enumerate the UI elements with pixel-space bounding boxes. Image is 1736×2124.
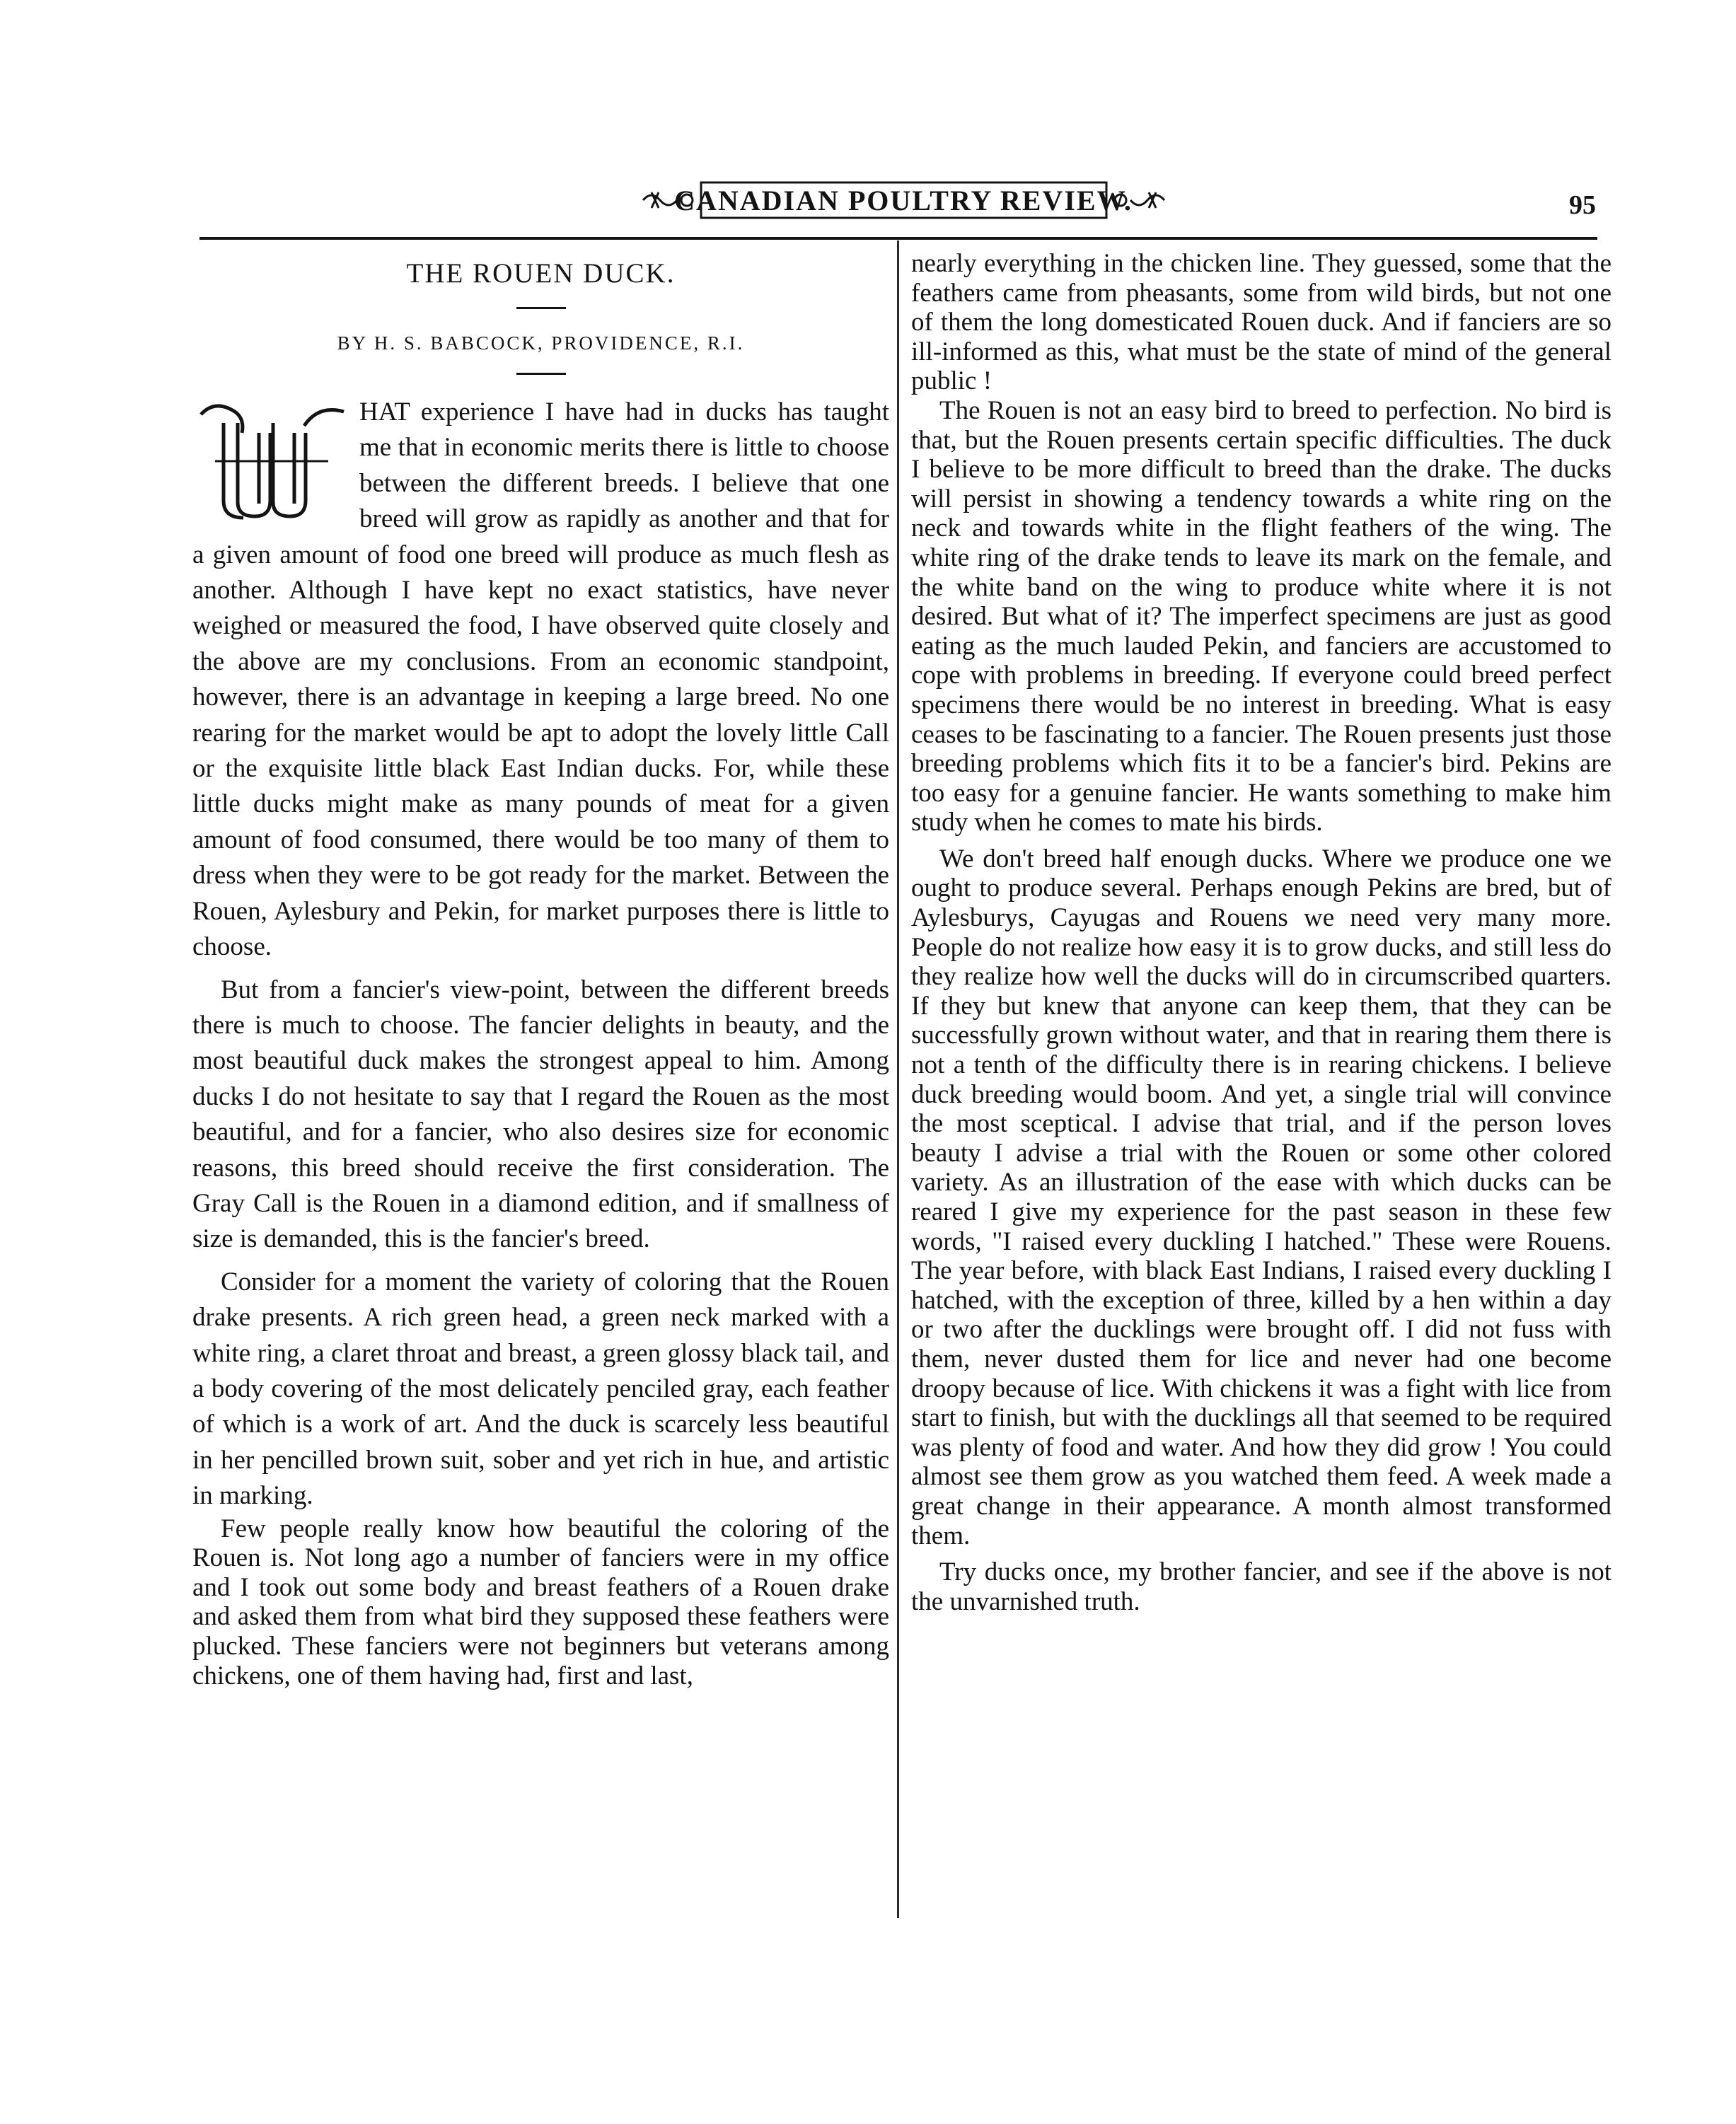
right-paragraph-1: nearly everything in the chicken line. They guessed, some that the feathers came from pheasants, some from wild birds, but not one of them the long domesticated Rouen duck. And if fanciers are so ill-informed as this, what must be the state of mind of the general public ! <box>911 249 1611 396</box>
drop-cap <box>195 397 349 522</box>
left-paragraph-2: But from a fancier's view-point, between the different breeds there is much to choose. The fancier delights in beauty, and the most beautiful duck makes the strongest appeal to him. Among ducks I do not hesitate to say that I regard the Rouen as the most beautiful, and for a fancier, who also desires size for economic reasons, this breed should receive the first consideration. The Gray Call is the Rouen in a diamond edition, and if smallness of size is demanded, this is the fancier's breed. <box>192 975 889 1254</box>
article-title: THE ROUEN DUCK. <box>406 258 676 289</box>
right-paragraph-4: Try ducks once, my brother fancier, and see if the above is not the unvarnished truth. <box>911 1557 1611 1616</box>
right-paragraph-3: We don't breed half enough ducks. Where we produce one we ought to produce several. Perhaps enough Pekins are bred, but of Aylesburys, Cayugas and Rouens we need very many more. People do not realize how easy it is to grow ducks, and still less do they realize how well the ducks will do in circumscribed quarters. If they but knew that anyone can keep them, that they can be successfully grown without water, and that in rearing them there is not a tenth of the difficulty there is in rearing chickens. I believe duck breeding would boom. And yet, a single trial will convince the most sceptical. I advise that trial, and if the person loves beauty I advise a trial with the Rouen or some other colored variety. As an illustration of the ease with which ducks can be reared I give my experience for the past season in these few words, "I raised every duckling I hatched." These were Rouens. The year before, with black East Indians, I raised every duckling I hatched, with the exception of three, killed by a hen within a day or two after the ducklings were brought off. I did not fuss with them, never dusted them for lice and never had one become droopy because of lice. With chickens it was a fight with lice from start to finish, but with the ducklings all that seemed to be required was plenty of food and water. And how they did grow ! You could almost see them grow as you watched them feed. A week made a great change in their appearance. A month almost transformed them. <box>911 844 1611 1550</box>
byline: BY H. S. BABCOCK, PROVIDENCE, R.I. <box>337 332 745 354</box>
left-paragraph-3: Consider for a moment the variety of coloring that the Rouen drake presents. A rich green head, a green neck marked with a white ring, a claret throat and breast, a green glossy black tail, and a body covering of the most delicately penciled gray, each feather of which is a work of art. And the duck is scarcely less beautiful in her pencilled brown suit, sober and yet rich in hue, and artistic in marking. <box>192 1267 889 1511</box>
masthead-title: CANADIAN POULTRY REVIEW. <box>674 185 1133 216</box>
right-flourish-icon <box>1130 195 1164 205</box>
header-rule <box>199 237 1597 240</box>
left-flourish-icon <box>643 195 677 205</box>
right-column <box>911 249 1611 1616</box>
left-column <box>192 249 889 1690</box>
column-divider <box>897 240 899 1918</box>
drop-cap-w-icon <box>195 397 349 522</box>
masthead <box>640 178 1167 222</box>
drop-cap-letter: W <box>272 482 273 483</box>
left-paragraph-1: HAT experience I have had in ducks has taught me that in economic merits there is little to choose between the different breeds. I believe that one breed will grow as rapidly as another and that for a given amount of food one breed will produce as much flesh as another. Although I have kept no exact statistics, have never weighed or measured the food, I have observed quite closely and the above are my conclusions. From an economic standpoint, however, there is an advantage in keeping a large breed. No one rearing for the market would be apt to adopt the lovely little Call or the exquisite little black East Indian ducks. For, while these little ducks might make as many pounds of meat for a given amount of food consumed, there would be too many of them to dress when they were to be got ready for the market. Between the Rouen, Aylesbury and Pekin, for market purposes there is little to choose. <box>192 397 889 962</box>
title-rule <box>516 307 566 309</box>
right-paragraph-2: The Rouen is not an easy bird to breed to perfection. No bird is that, but the Rouen presents certain specific difficulties. The duck I believe to be more difficult to breed than the drake. The ducks will persist in showing a tendency towards a white ring on the neck and towards white in the flight feathers of the wing. The white ring of the drake tends to leave its mark on the female, and the white band on the wing to produce white where it is not desired. But what of it? The imperfect specimens are just as good eating as the much lauded Pekin, and fanciers are accustomed to cope with problems in breeding. If everyone could breed perfect specimens there would be no interest in breeding. What is easy ceases to be fascinating to a fancier. The Rouen presents just those breeding problems which fits it to be a fancier's bird. Pekins are too easy for a genuine fancier. He wants something to make him study when he comes to mate his birds. <box>911 395 1611 837</box>
byline-rule <box>516 373 566 375</box>
masthead-banner <box>640 178 1167 222</box>
left-paragraph-4: Few people really know how beautiful the coloring of the Rouen is. Not long ago a number of fanciers were in my office and I took out some body and breast feathers of a Rouen drake and asked them from what bird they supposed these feathers were plucked. These fanciers were not beginners but veterans among chickens, one of them having had, first and last, <box>192 1514 889 1690</box>
page-number: 95 <box>1569 190 1596 220</box>
